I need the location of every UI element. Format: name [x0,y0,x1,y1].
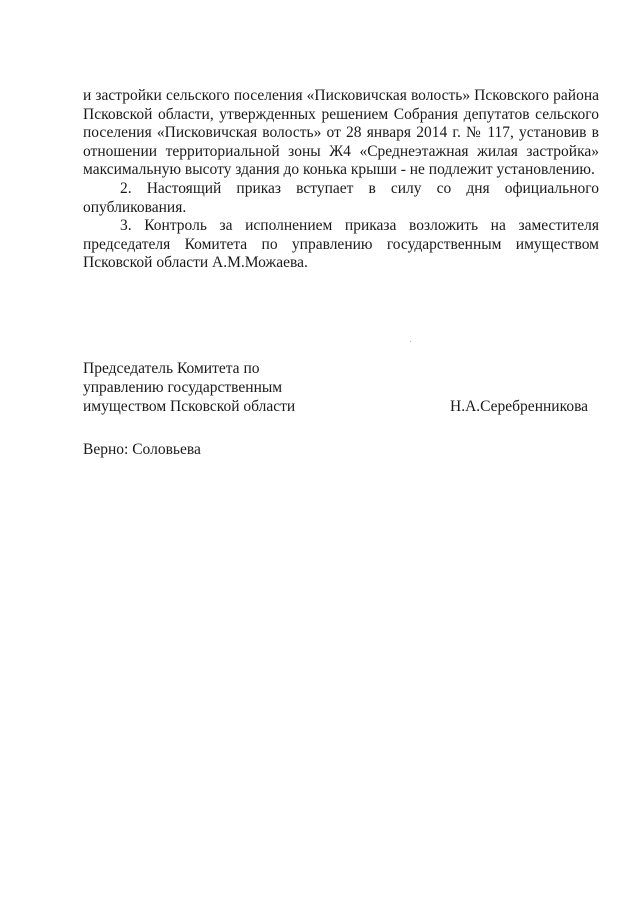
order-body [83,87,599,273]
paragraph-continuation: и застройки сельского поселения «Писковичская волость» Псковского района Псковской области, утвержденных решением Собрания депутатов сельского поселения «Писковичская волость» от 28 января 2014 г. № 117, установив в отношении территориальной зоны Ж4 «Среднеэтажная жилая застройка» максимальную высоту здания до конька крыши - не подлежит установлению. [83,87,599,179]
certification-note: Верно: Соловьева [83,441,201,458]
paragraph-item-2: 2. Настоящий приказ вступает в силу со дня официального опубликования. [83,179,599,216]
paragraph-item-3: 3. Контроль за исполнением приказа возложить на заместителя председателя Комитета по управлению государственным имуществом Псковской области А.М.Можаева. [83,217,599,272]
signer-name: Н.А.Серебренникова [450,398,589,415]
signer-position-line-1: Председатель Комитета по [83,360,260,377]
scan-speck [410,341,411,342]
signer-position-line-3: имуществом Псковской области [83,398,296,415]
signature-block [83,359,603,416]
signer-position-line-2: управлению государственным [83,379,283,396]
